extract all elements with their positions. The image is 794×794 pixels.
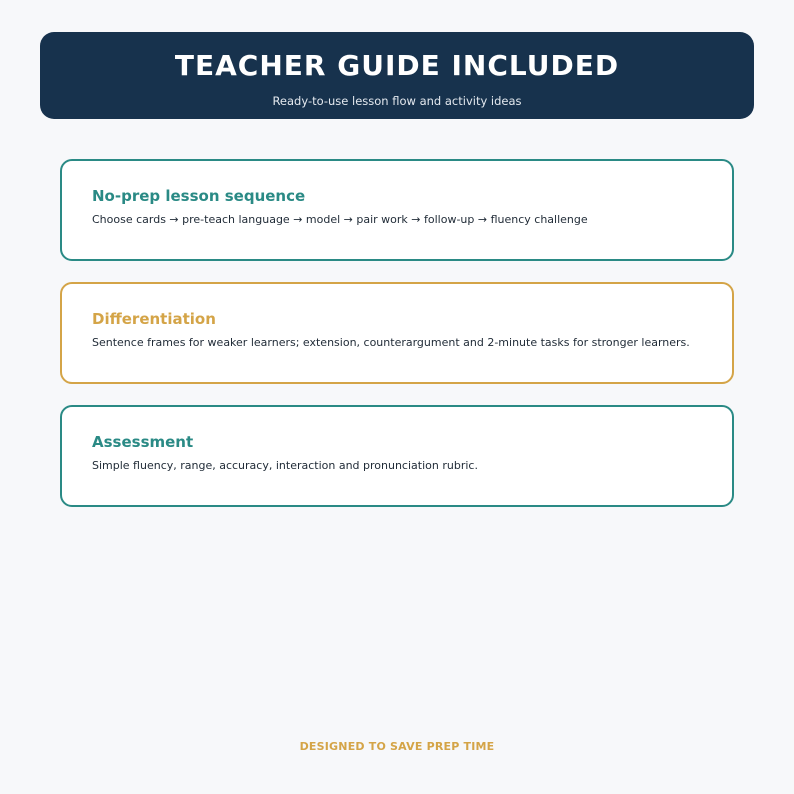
card-title: Assessment bbox=[92, 433, 194, 451]
card-title: Differentiation bbox=[92, 310, 216, 328]
card-description: Sentence frames for weaker learners; extension, counterargument and 2-minute tasks for stronger learners. bbox=[92, 336, 690, 349]
header-banner bbox=[40, 32, 754, 119]
card-lesson-sequence bbox=[60, 159, 734, 261]
card-assessment bbox=[60, 405, 734, 507]
card-differentiation bbox=[60, 282, 734, 384]
card-description: Choose cards → pre-teach language → model → pair work → follow-up → fluency challenge bbox=[92, 213, 588, 226]
page-title: TEACHER GUIDE INCLUDED bbox=[174, 49, 620, 82]
page-subtitle: Ready-to-use lesson flow and activity ideas bbox=[272, 94, 522, 108]
card-description: Simple fluency, range, accuracy, interaction and pronunciation rubric. bbox=[92, 459, 478, 472]
card-title: No-prep lesson sequence bbox=[92, 187, 306, 205]
footer-tagline: DESIGNED TO SAVE PREP TIME bbox=[299, 740, 495, 753]
